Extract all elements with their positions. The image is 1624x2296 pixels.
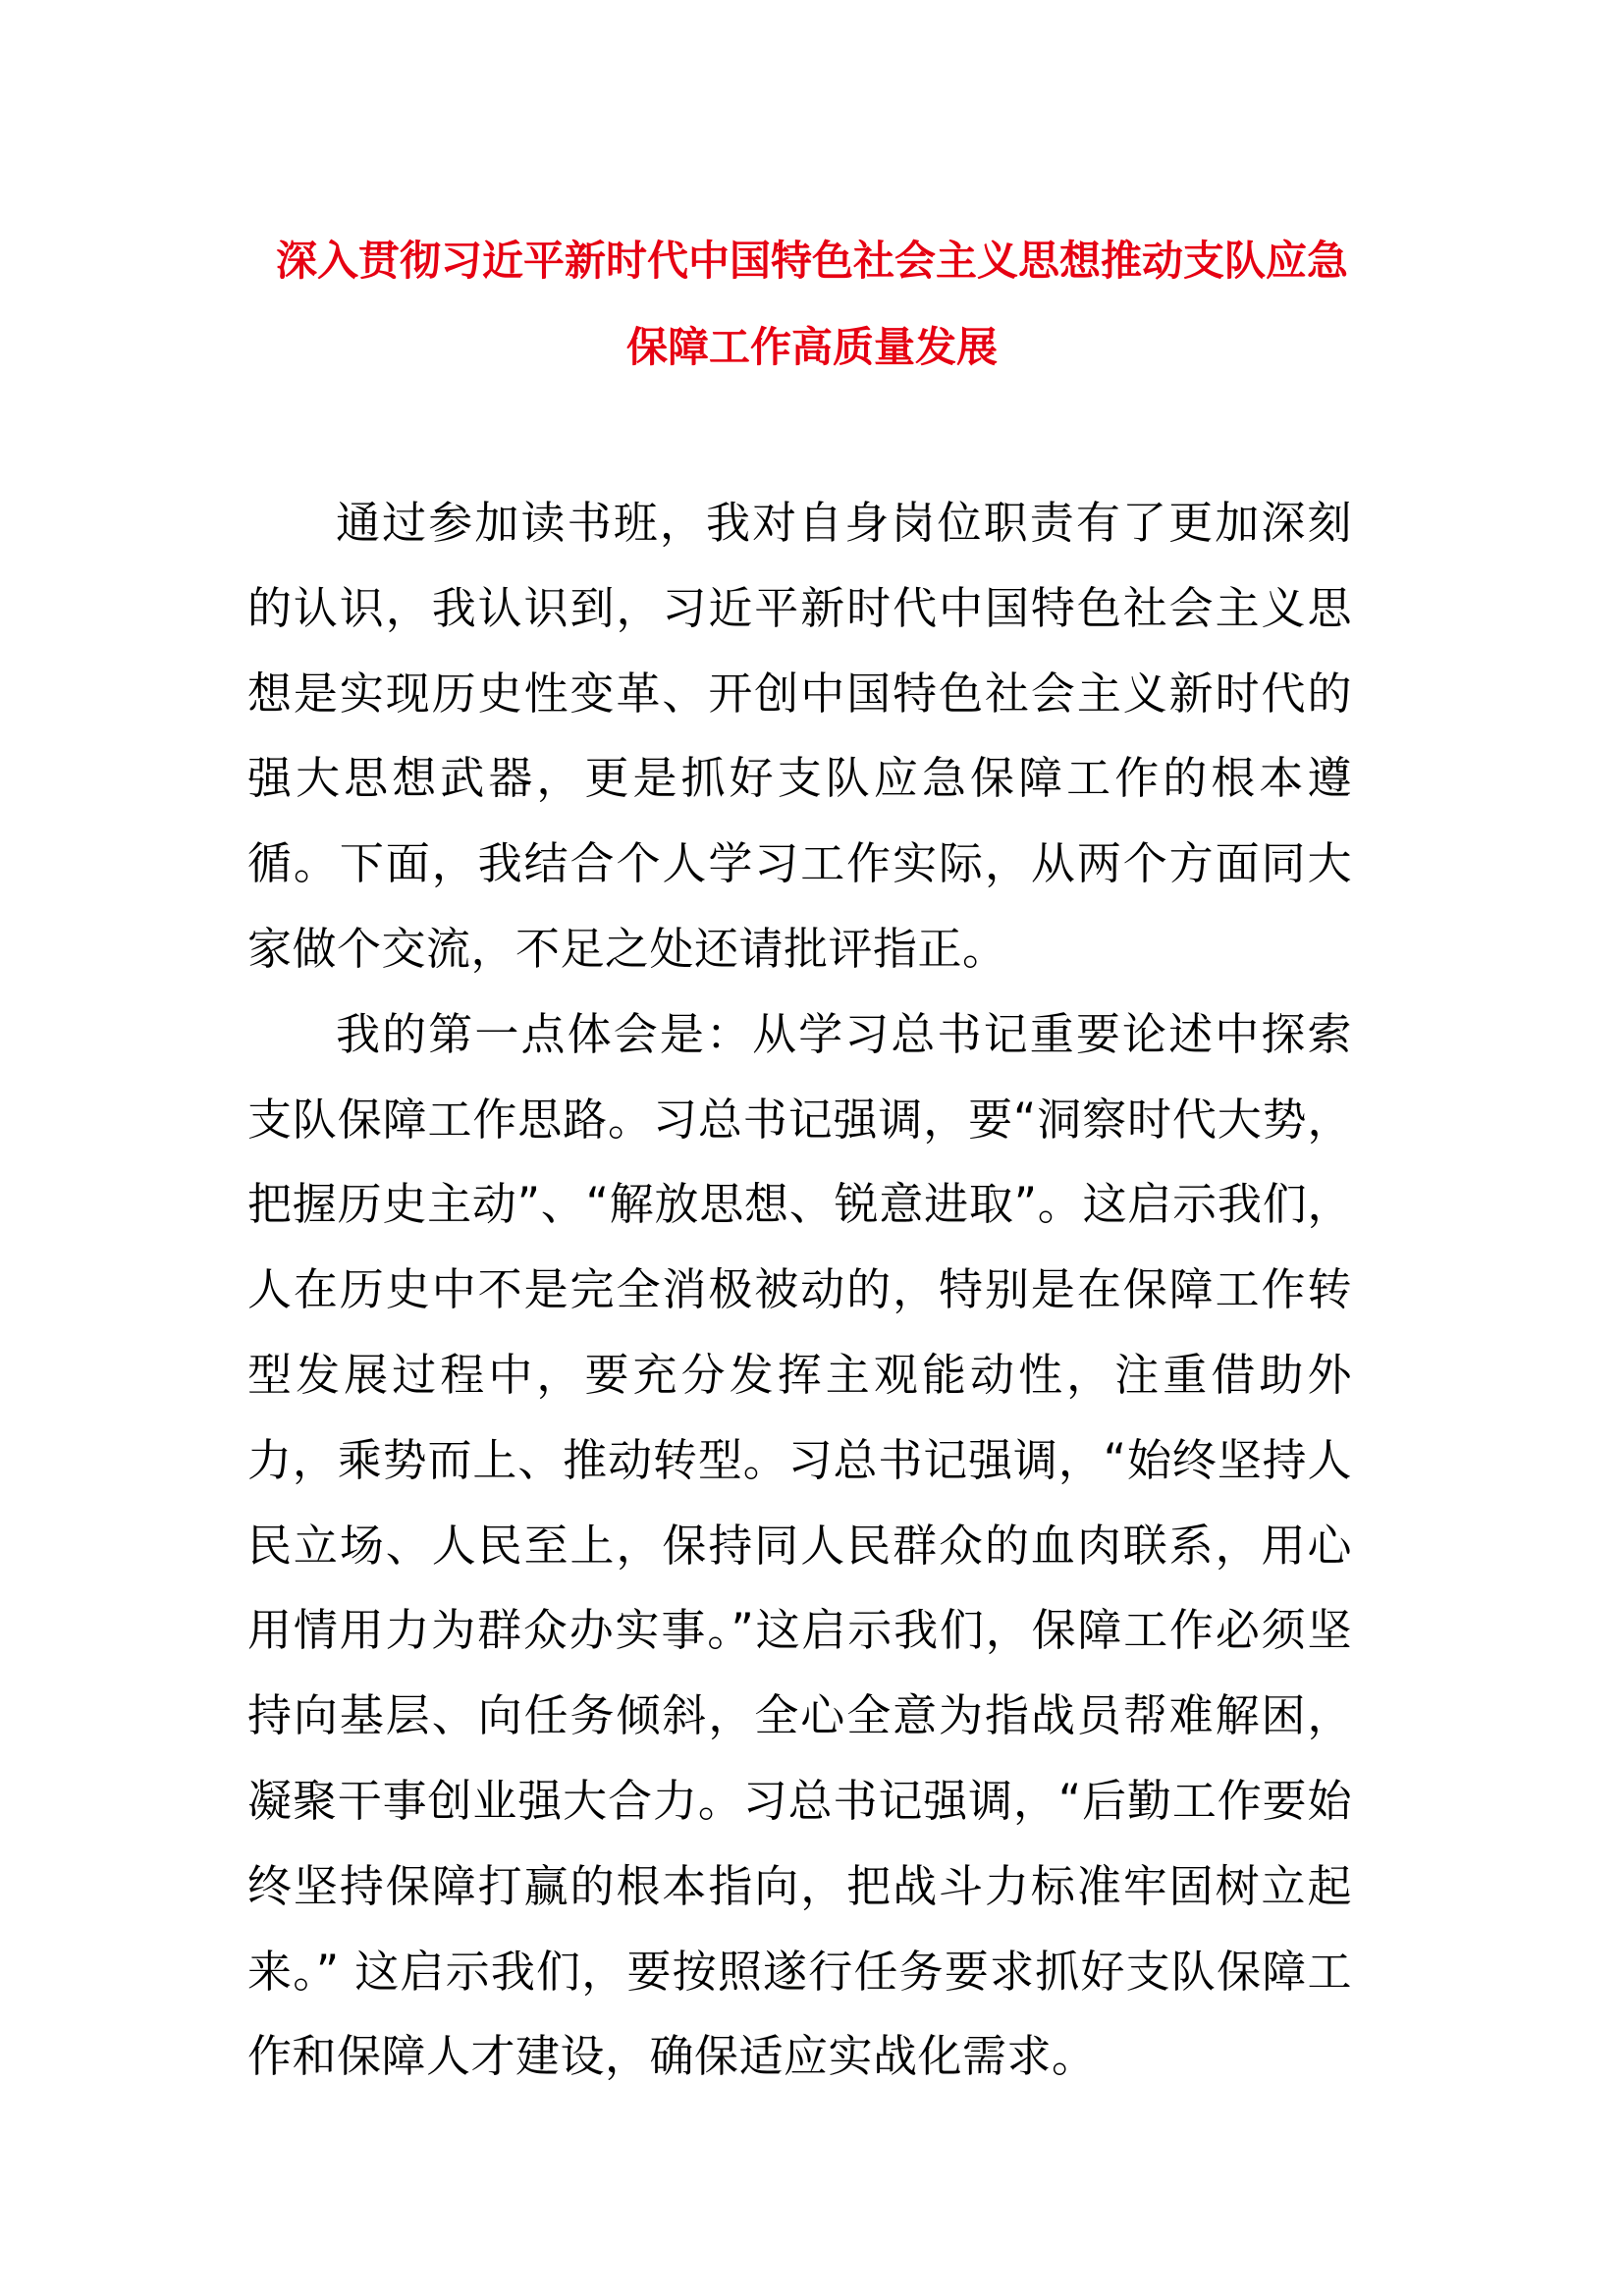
paragraph-2: 我的第一点体会是：从学习总书记重要论述中探索支队保障工作思路。习总书记强调，要“洞察时代大势，把握历史主动”、“解放思想、锐意进取”。这启示我们，人在历史中不是完全消极被动的，特别是在保障工作转型发展过程中，要充分发挥主观能动性，注重借助外力，乘势而上、推动转型。习总书记强调，“始终坚持人民立场、人民至上，保持同人民群众的血肉联系，用心用情用力为群众办实事。”这启示我们，保障工作必须坚持向基层、向任务倾斜，全心全意为指战员帮难解困，凝聚干事创业强大合力。习总书记强调，“后勤工作要始终坚持保障打赢的根本指向，把战斗力标准牢固树立起来。” 这启示我们，要按照遂行任务要求抓好支队保障工作和保障人才建设，确保适应实战化需求。	[247, 1007, 1352, 2083]
document-title-line-2: 保障工作高质量发展	[625, 323, 998, 371]
paragraph-1: 通过参加读书班，我对自身岗位职责有了更加深刻的认识，我认识到，习近平新时代中国特色社会主义思想是实现历史性变革、开创中国特色社会主义新时代的强大思想武器，更是抓好支队应急保障工作的根本遵循。下面，我结合个人学习工作实际，从两个方面同大家做个交流，不足之处还请批评指正。	[247, 497, 1352, 975]
document-body	[247, 481, 1352, 2100]
document-title-line-1: 深入贯彻习近平新时代中国特色社会主义思想推动支队应急	[275, 237, 1348, 285]
